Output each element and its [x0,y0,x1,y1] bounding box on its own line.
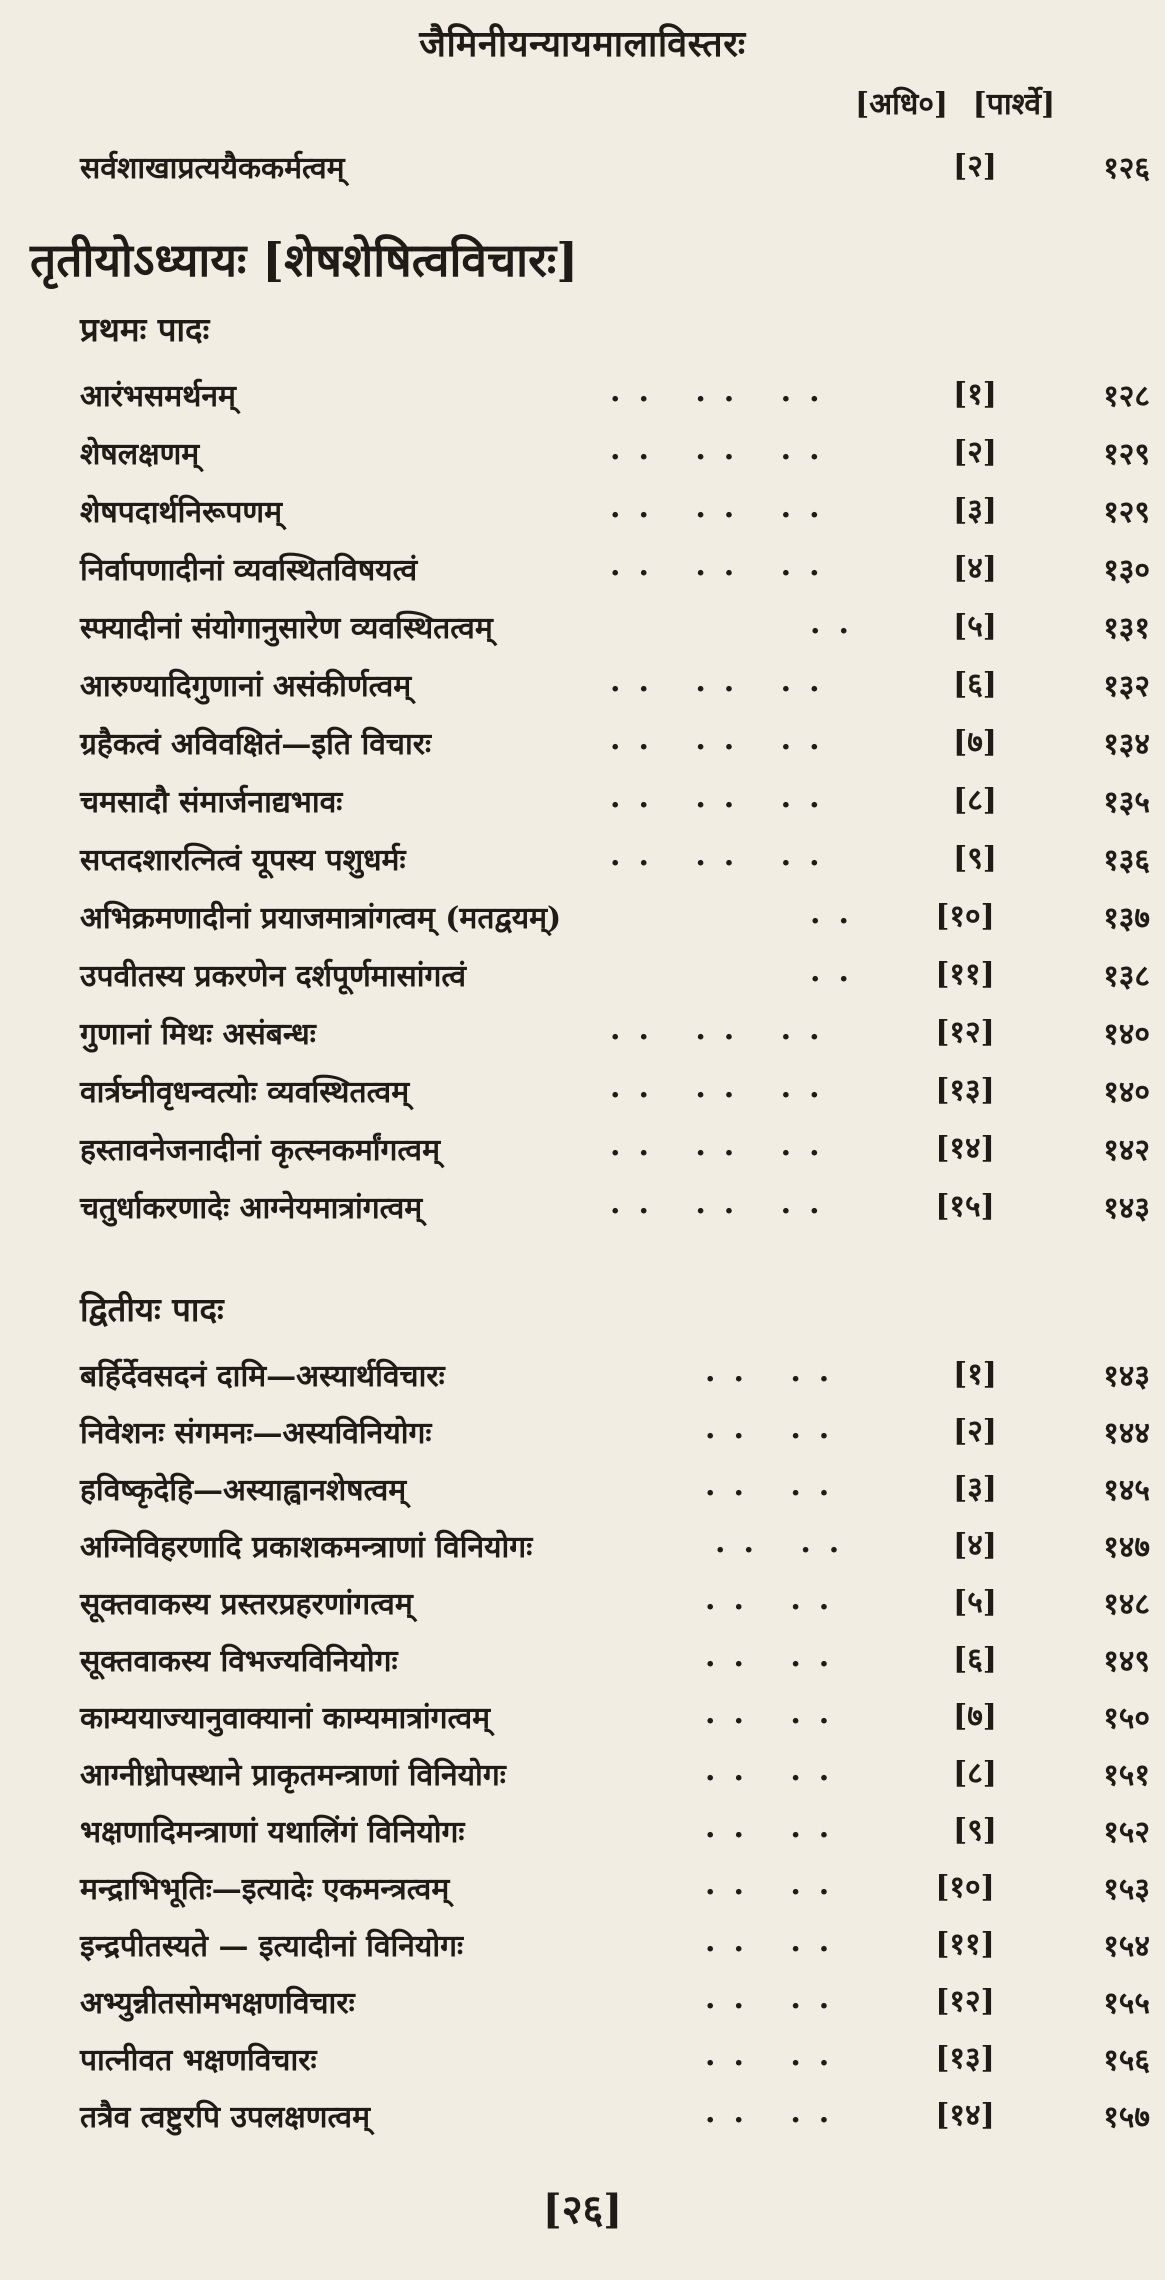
leader-dots: .. .. [705,1867,848,1902]
leader-dots: .. .. [715,1525,858,1560]
entry-page-number: १५१ [1103,1758,1150,1793]
entry-adhikarana: [३] [953,1471,997,1506]
toc-entry [0,1694,1165,1742]
section-heading-second-pada: द्वितीयः पादः [80,1290,224,1329]
page-column-heading: [पार्श्वे] [972,87,1056,122]
entry-adhikarana: [११] [935,957,995,992]
entry-adhikarana: [१३] [935,2041,995,2076]
toc-entry [0,952,1165,1000]
entry-adhikarana: [३] [953,493,997,528]
toc-entry [0,2036,1165,2084]
entry-page-number: १३० [1103,553,1150,588]
entry-title: चतुर्धाकरणादेः आग्नेयमात्रांगत्वम् [80,1191,423,1226]
leader-dots: .. .. [705,2038,848,2073]
toc-entry [0,720,1165,768]
leader-dots: .. .. .. [610,664,838,699]
entry-page-number: १५२ [1103,1815,1150,1850]
entry-page-number: १४७ [1103,1530,1150,1565]
entry-adhikarana: [५] [953,609,997,644]
toc-entry [0,1010,1165,1058]
entry-page-number: १३२ [1103,669,1150,704]
entry-adhikarana: [६] [953,1642,997,1677]
toc-entry [0,430,1165,478]
entry-page-number: १२९ [1103,437,1150,472]
leader-dots: .. .. .. [610,548,838,583]
entry-adhikarana: [६] [953,667,997,702]
leader-dots: .. .. .. [610,1128,838,1163]
entry-title: इन्द्रपीतस्यते — इत्यादीनां विनियोगः [80,1929,464,1964]
entry-title: बर्हिर्देवसदनं दामि—अस्यार्थविचारः [80,1359,445,1394]
toc-entry [0,144,1165,192]
entry-title: मन्द्राभिभूतिः—इत्यादेः एकमन्त्रत्वम् [80,1872,450,1907]
leader-dots: .. .. .. [610,1186,838,1221]
toc-entry [0,1637,1165,1685]
entry-adhikarana: [९] [953,1813,997,1848]
entry-adhikarana: [१४] [935,1131,995,1166]
entry-title: स्फ्यादीनां संयोगानुसारेण व्यवस्थितत्वम् [80,611,493,646]
entry-page-number: १२९ [1103,495,1150,530]
leader-dots: .. .. .. [610,1012,838,1047]
entry-adhikarana: [१] [953,377,997,412]
toc-entry [0,1184,1165,1232]
entry-page-number: १४५ [1103,1473,1150,1508]
toc-entry [0,1523,1165,1571]
toc-entry [0,604,1165,652]
entry-page-number: १३४ [1103,727,1150,762]
entry-adhikarana: [१२] [935,1984,995,2019]
entry-title: शेषपदार्थनिरूपणम् [80,495,283,530]
entry-title: आग्नीध्रोपस्थाने प्राकृतमन्त्राणां विनियोगः [80,1758,506,1793]
entry-adhikarana: [८] [953,783,997,818]
entry-page-number: १४२ [1103,1133,1150,1168]
entry-title: शेषलक्षणम् [80,437,200,472]
entry-title: हस्तावनेजनादीनां कृत्स्नकर्मांगत्वम् [80,1133,441,1168]
adhikarana-column-heading: [अधि०] [855,87,949,122]
entry-adhikarana: [४] [953,551,997,586]
entry-adhikarana: [२] [953,435,997,470]
toc-entry [0,1865,1165,1913]
entry-title: चमसादौ संमार्जनाद्यभावः [80,785,343,820]
leader-dots: .. .. [705,1753,848,1788]
entry-adhikarana: [७] [953,1699,997,1734]
leader-dots: .. .. .. [610,374,838,409]
page-folio: [२६] [542,2186,623,2233]
entry-adhikarana: [१४] [935,2098,995,2133]
entry-adhikarana: [१२] [935,1015,995,1050]
entry-title: सूक्तवाकस्य विभज्यविनियोगः [80,1644,398,1679]
leader-dots: .. .. .. [610,490,838,525]
entry-title: काम्ययाज्यानुवाक्यानां काम्यमात्रांगत्वम् [80,1701,491,1736]
entry-page-number: १५४ [1103,1929,1150,1964]
toc-entry [0,662,1165,710]
toc-entry [0,1126,1165,1174]
leader-dots: .. .. .. [610,838,838,873]
entry-page-number: १४३ [1103,1191,1150,1226]
entry-adhikarana: [२] [953,149,997,184]
entry-title: पात्नीवत भक्षणविचारः [80,2043,317,2078]
leader-dots: .. .. [705,1810,848,1845]
leader-dots: .. .. .. [610,722,838,757]
entry-page-number: १३६ [1103,843,1150,878]
entry-adhikarana: [१०] [935,899,995,934]
leader-dots: .. .. [705,1696,848,1731]
entry-title: वार्त्रघ्नीवृधन्वत्योः व्यवस्थितत्वम् [80,1075,410,1110]
entry-title: हविष्कृदेहि—अस्याह्वानशेषत्वम् [80,1473,407,1508]
entry-adhikarana: [५] [953,1585,997,1620]
leader-dots: .. [810,896,867,931]
entry-title: सप्तदशारत्नित्वं यूपस्य पशुधर्मः [80,843,406,878]
entry-title: अभिक्रमणादीनां प्रयाजमात्रांगत्वम् (मतद्वयम्) [80,901,562,936]
entry-page-number: १३७ [1103,901,1150,936]
entry-page-number: १४९ [1103,1644,1150,1679]
entry-title: अभ्युन्नीतसोमभक्षणविचारः [80,1986,355,2021]
entry-title: निवेशनः संगमनः—अस्यविनियोगः [80,1416,432,1451]
entry-page-number: १३५ [1103,785,1150,820]
entry-title: आरुण्यादिगुणानां असंकीर्णत्वम् [80,669,412,704]
section-heading-first-pada: प्रथमः पादः [80,310,210,349]
entry-title: गुणानां मिथः असंबन्धः [80,1017,316,1052]
entry-page-number: १२६ [1103,151,1150,186]
entry-adhikarana: [८] [953,1756,997,1791]
leader-dots: .. .. [705,1354,848,1389]
leader-dots: .. .. [705,1639,848,1674]
entry-title: सर्वशाखाप्रत्ययैककर्मत्वम् [80,151,345,186]
entry-page-number: १५६ [1103,2043,1150,2078]
leader-dots: .. .. .. [610,780,838,815]
entry-title: उपवीतस्य प्रकरणेन दर्शपूर्णमासांगत्वं [80,959,467,994]
leader-dots: .. .. [705,1411,848,1446]
entry-page-number: १५५ [1103,1986,1150,2021]
entry-page-number: १२८ [1103,379,1150,414]
entry-page-number: १४४ [1103,1416,1150,1451]
entry-adhikarana: [९] [953,841,997,876]
toc-entry [0,546,1165,594]
entry-page-number: १५७ [1103,2100,1150,2135]
entry-page-number: १५० [1103,1701,1150,1736]
leader-dots: .. .. [705,1582,848,1617]
leader-dots: .. [810,954,867,989]
entry-title: सूक्तवाकस्य प्रस्तरप्रहरणांगत्वम् [80,1587,413,1622]
entry-title: ग्रहैकत्वं अविवक्षितं—इति विचारः [80,727,432,762]
entry-title: आरंभसमर्थनम् [80,379,236,414]
toc-entry [0,1409,1165,1457]
entry-page-number: १३८ [1103,959,1150,994]
entry-adhikarana: [१] [953,1357,997,1392]
toc-entry [0,894,1165,942]
entry-title: अग्निविहरणादि प्रकाशकमन्त्राणां विनियोगः [80,1530,533,1565]
toc-entry [0,1466,1165,1514]
entry-adhikarana: [१३] [935,1073,995,1108]
entry-page-number: १४३ [1103,1359,1150,1394]
toc-entry [0,1068,1165,1116]
toc-entry [0,1979,1165,2027]
entry-adhikarana: [१५] [935,1189,995,1224]
entry-page-number: १४० [1103,1075,1150,1110]
toc-entry [0,778,1165,826]
chapter-heading: तृतीयोऽध्यायः [शेषशेषित्वविचारः] [30,233,578,287]
leader-dots: .. .. [705,1924,848,1959]
entry-title: भक्षणादिमन्त्राणां यथालिंगं विनियोगः [80,1815,465,1850]
leader-dots: .. .. [705,2095,848,2130]
entry-page-number: १३१ [1103,611,1150,646]
entry-adhikarana: [२] [953,1414,997,1449]
toc-entry [0,1808,1165,1856]
entry-page-number: १४० [1103,1017,1150,1052]
entry-page-number: १५३ [1103,1872,1150,1907]
leader-dots: .. .. [705,1468,848,1503]
toc-entry [0,1751,1165,1799]
toc-entry [0,372,1165,420]
entry-adhikarana: [११] [935,1927,995,1962]
toc-entry [0,836,1165,884]
toc-entry [0,488,1165,536]
entry-title: निर्वापणादीनां व्यवस्थितविषयत्वं [80,553,418,588]
column-headings [855,82,1069,123]
entry-page-number: १४८ [1103,1587,1150,1622]
entry-adhikarana: [१०] [935,1870,995,1905]
running-head: जैमिनीयन्यायमालाविस्तरः [419,23,746,65]
leader-dots: .. .. [705,1981,848,2016]
toc-entry [0,1580,1165,1628]
toc-entry [0,2093,1165,2141]
entry-adhikarana: [७] [953,725,997,760]
leader-dots: .. [810,606,867,641]
toc-entry [0,1922,1165,1970]
entry-title: तत्रैव त्वष्टुरपि उपलक्षणत्वम् [80,2100,371,2135]
leader-dots: .. .. .. [610,432,838,467]
toc-entry [0,1352,1165,1400]
entry-adhikarana: [४] [953,1528,997,1563]
leader-dots: .. .. .. [610,1070,838,1105]
